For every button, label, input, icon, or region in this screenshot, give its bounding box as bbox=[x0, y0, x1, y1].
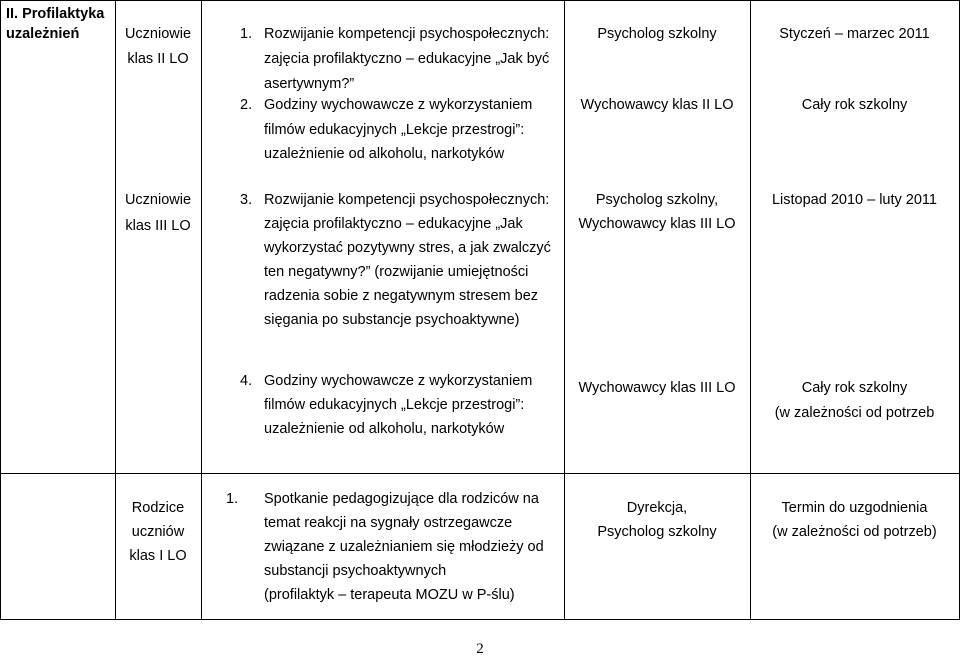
term: Styczeń – marzec 2011 bbox=[779, 26, 930, 42]
responsible-person: Psycholog szkolny bbox=[597, 524, 717, 540]
activity-line: uzależnienie od alkoholu, narkotyków bbox=[264, 421, 505, 437]
activity-number: 1. bbox=[226, 491, 239, 507]
activity-line: substancji psychoaktywnych bbox=[264, 563, 447, 579]
activity-line: temat reakcji na sygnały ostrzegawcze bbox=[264, 515, 513, 531]
activity-line: radzenia sobie z negatywnym stresem bez bbox=[264, 288, 539, 304]
activity-line: filmów edukacyjnych „Lekcje przestrogi”: bbox=[264, 397, 525, 413]
activity-line: uzależnienie od alkoholu, narkotyków bbox=[264, 146, 505, 162]
activity-line: Rozwijanie kompetencji psychospołecznych: bbox=[264, 192, 550, 208]
responsible-person: Psycholog szkolny, bbox=[595, 192, 719, 208]
group-label: klas III LO bbox=[125, 218, 191, 234]
activity-line: zajęcia profilaktyczno – edukacyjne „Jak bbox=[264, 216, 523, 232]
responsible-person: Wychowawcy klas III LO bbox=[578, 216, 736, 232]
group-label: Uczniowie bbox=[124, 26, 192, 42]
group-label: klas I LO bbox=[129, 548, 187, 564]
activity-line: Rozwijanie kompetencji psychospołecznych: bbox=[264, 26, 550, 42]
activity-line: sięgania po substancje psychoaktywne) bbox=[264, 312, 520, 328]
section-title-line1: II. Profilaktyka bbox=[6, 6, 105, 22]
row-divider bbox=[0, 473, 960, 474]
responsible-person: Wychowawcy klas III LO bbox=[578, 380, 736, 396]
page-number: 2 bbox=[476, 641, 484, 657]
responsible-person: Psycholog szkolny bbox=[597, 26, 717, 42]
activity-number: 2. bbox=[240, 97, 253, 113]
term: (w zależności od potrzeb bbox=[774, 405, 935, 421]
term: Termin do uzgodnienia bbox=[781, 500, 928, 516]
activity-line: asertywnym?” bbox=[264, 76, 355, 92]
activity-line: zajęcia profilaktyczno – edukacyjne „Jak być bbox=[264, 51, 550, 67]
term: Cały rok szkolny bbox=[801, 380, 908, 396]
group-label: klas II LO bbox=[127, 51, 189, 67]
activity-number: 1. bbox=[240, 26, 253, 42]
activity-line: związane z uzależnianiem się młodzieży od bbox=[264, 539, 544, 555]
section-title-line2: uzależnień bbox=[6, 26, 80, 42]
activity-line: filmów edukacyjnych „Lekcje przestrogi”: bbox=[264, 122, 525, 138]
table-border-left bbox=[0, 0, 1, 620]
activity-line: wykorzystać pozytywny stres, a jak zwalczyć bbox=[264, 240, 551, 256]
activity-number: 4. bbox=[240, 373, 253, 389]
group-label: uczniów bbox=[131, 524, 185, 540]
activity-line: Godziny wychowawcze z wykorzystaniem bbox=[264, 97, 533, 113]
responsible-person: Wychowawcy klas II LO bbox=[580, 97, 734, 113]
activity-line: Spotkanie pedagogizujące dla rodziców na bbox=[264, 491, 539, 507]
activity-line: Godziny wychowawcze z wykorzystaniem bbox=[264, 373, 533, 389]
table-border-top bbox=[0, 0, 960, 1]
activity-number: 3. bbox=[240, 192, 253, 208]
responsible-person: Dyrekcja, bbox=[626, 500, 688, 516]
group-label: Uczniowie bbox=[124, 192, 192, 208]
group-label: Rodzice bbox=[131, 500, 185, 516]
term: Cały rok szkolny bbox=[801, 97, 908, 113]
table-border-bottom bbox=[0, 619, 960, 620]
term: (w zależności od potrzeb) bbox=[772, 524, 937, 540]
activity-line: ten negatywny?” (rozwijanie umiejętności bbox=[264, 264, 529, 280]
column-divider bbox=[201, 0, 202, 620]
activity-line: (profilaktyk – terapeuta MOZU w P-ślu) bbox=[264, 587, 515, 603]
term: Listopad 2010 – luty 2011 bbox=[771, 192, 937, 208]
